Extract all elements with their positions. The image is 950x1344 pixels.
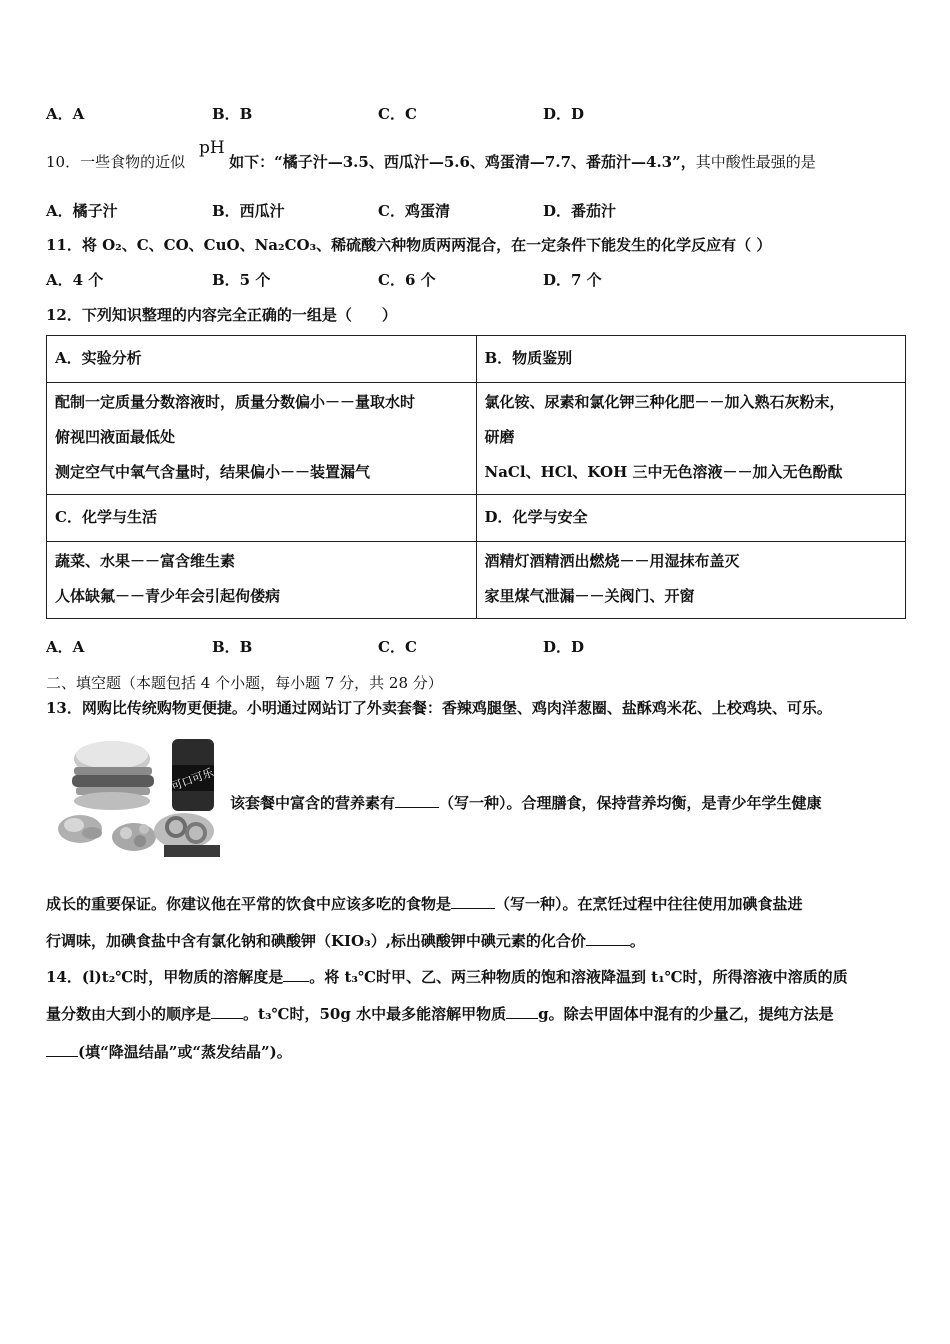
fast-food-image [52,737,220,857]
q12-option-d: D．D [543,638,585,656]
q10-lead: 10．一些食物的近似 [46,153,186,171]
q12-option-b: B．B [212,638,253,656]
q10-tail: 其中酸性最强的是 [695,153,816,171]
table-cell-a [47,383,477,495]
table-head-d: D．化学与安全 [476,495,906,542]
q13-line3-b: 。 [629,932,645,950]
q9-options [46,103,746,125]
q13-line2-a: 成长的重要保证。你建议他在平常的饮食中应该多吃的食物是 [46,895,452,913]
q13-line3-a: 行调味，加碘食盐中含有氯化钠和碘酸钾（KIO₃）,标出碘酸钾中碘元素的化合价 [46,932,586,950]
a-line-3: 测定空气中氧气含量时，结果偏小－－装置漏气 [55,463,371,481]
q14-blank-1[interactable] [283,981,309,982]
table-cell-d [476,542,906,619]
table-head-a: A．实验分析 [47,336,477,383]
q12-option-c: C．C [378,638,417,656]
d-line-1: 酒精灯酒精洒出燃烧－－用湿抹布盖灭 [484,552,740,570]
q14-line-3 [46,1041,292,1062]
d-line-2: 家里煤气泄漏－－关阀门、开窗 [484,587,695,605]
q10-mid: 如下：“橘子汁—3.5、西瓜汁—5.6、鸡蛋清—7.7、番茄汁—4.3”， [229,153,696,171]
q11-option-b: B．5 个 [212,271,271,289]
q11-option-c: C．6 个 [378,271,436,289]
section-2-heading: 二、填空题（本题包括 4 个小题，每小题 7 分，共 28 分） [46,674,443,692]
q14-blank-3[interactable] [506,1018,538,1019]
q13-inline-b: （写一种）。合理膳食，保持营养均衡，是青少年学生健康 [439,794,822,812]
a-line-2: 俯视凹液面最低处 [55,428,176,446]
q14-line1-b: 。将 t₃℃时甲、乙、两三种物质的饱和溶液降温到 t₁℃时，所得溶液中溶质的质 [309,968,848,986]
q13-intro: 13．网购比传统购物更便捷。小明通过网站订了外卖套餐：香辣鸡腿堡、鸡肉洋葱圈、盐酥鸡米花、上校鸡块、可乐。 [46,699,832,717]
a-line-1: 配制一定质量分数溶液时，质量分数偏小－－量取水时 [55,393,416,411]
q10-option-b: B．西瓜汁 [212,202,285,220]
q13-inline-line [230,792,822,813]
q14-line1-a: 14．(l)t₂℃时，甲物质的溶解度是 [46,968,284,986]
q9-option-b: B．B [212,105,253,123]
table-head-c: C．化学与生活 [47,495,477,542]
q14-line2-b: 。t₃℃时，50g 水中最多能溶解甲物质 [243,1005,507,1023]
q11-stem: 11．将 O₂、C、CO、CuO、Na₂CO₃、稀硫酸六种物质两两混合，在一定条件下能发生的化学反应有（ ） [46,236,772,254]
q9-option-d: D．D [543,105,585,123]
q10-ph: pH [199,138,225,158]
q14-line3-b: (填“降温结晶”或“蒸发结晶”)。 [78,1043,292,1061]
q11-options [46,269,746,291]
c-line-1: 蔬菜、水果－－富含维生素 [55,552,236,570]
c-line-2: 人体缺氟－－青少年会引起佝偻病 [55,587,281,605]
q13-blank-1[interactable] [395,807,439,808]
q13-inline-a: 该套餐中富含的营养素有 [230,794,396,812]
q11-option-d: D．7 个 [543,271,602,289]
q14-line2-c: g。除去甲固体中混有的少量乙，提纯方法是 [538,1005,834,1023]
q14-blank-4[interactable] [46,1056,78,1057]
q13-blank-3[interactable] [586,945,630,946]
b-line-1: 氯化铵、尿素和氯化钾三种化肥－－加入熟石灰粉末， [484,393,845,411]
q10-option-d: D．番茄汁 [543,202,617,220]
fast-food-illustration [52,737,220,857]
q10-option-a: A．橘子汁 [46,202,118,220]
q10-options [46,200,746,222]
table-cell-b [476,383,906,495]
q14-line-1 [46,966,848,987]
q9-option-a: A．A [46,105,85,123]
q10-option-c: C．鸡蛋清 [378,202,450,220]
q13-blank-2[interactable] [451,908,495,909]
q14-line2-a: 量分数由大到小的顺序是 [46,1005,212,1023]
b-line-2: 研磨 [484,428,515,446]
table-head-b: B．物质鉴别 [476,336,906,383]
q10-stem [46,151,816,172]
q14-line-2 [46,1003,834,1024]
table-cell-c [47,542,477,619]
q13-line-2 [46,893,803,914]
q12-knowledge-table [46,335,906,619]
q13-line-3 [46,930,645,951]
q12-options [46,636,746,658]
q14-blank-2[interactable] [211,1018,243,1019]
b-line-3: NaCl、HCl、KOH 三中无色溶液－－加入无色酚酞 [484,463,843,481]
can-label: 可口可乐 [169,765,216,794]
q12-option-a: A．A [46,638,85,656]
q12-stem: 12．下列知识整理的内容完全正确的一组是（ ） [46,306,397,324]
q11-option-a: A．4 个 [46,271,104,289]
q13-line2-b: （写一种）。在烹饪过程中往往使用加碘食盐进 [495,895,803,913]
q9-option-c: C．C [378,105,417,123]
